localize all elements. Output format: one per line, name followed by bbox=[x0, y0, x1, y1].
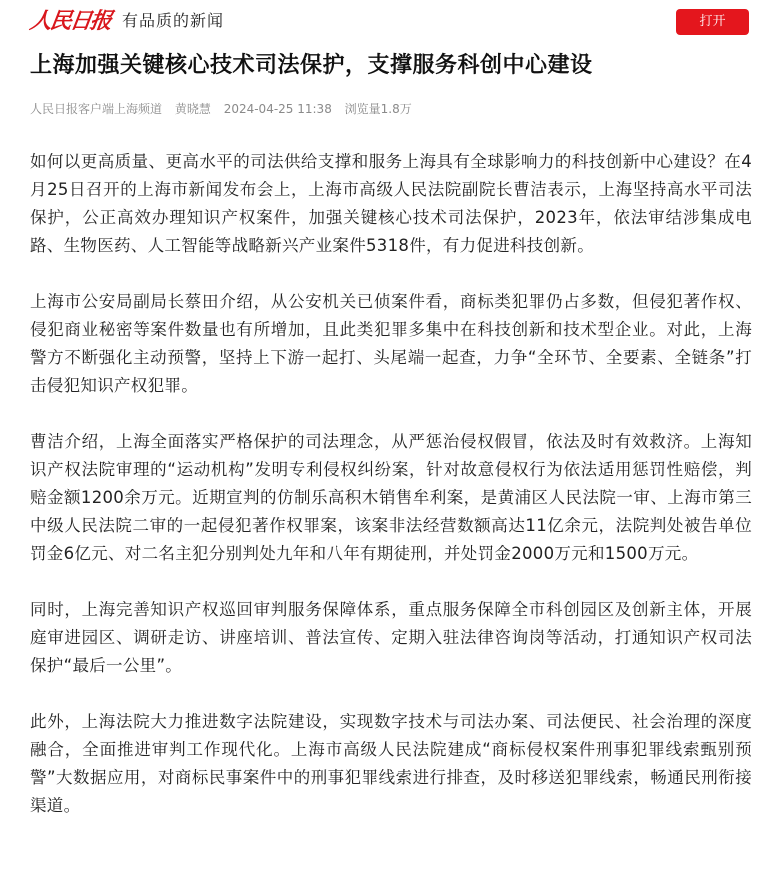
article-views: 浏览量1.8万 bbox=[344, 102, 412, 116]
logo-slogan: 有品质的新闻 bbox=[122, 11, 225, 30]
site-logo[interactable] bbox=[30, 8, 224, 34]
article-paragraph: 上海市公安局副局长蔡田介绍，从公安机关已侦案件看，商标类犯罪仍占多数，但侵犯著作权、侵犯商业秘密等案件数量也有所增加，且此类犯罪多集中在科技创新和技术型企业。对此，上海警方不断强化主动预警，坚持上下游一起打、头尾端一起查，力争“全环节、全要素、全链条”打击侵犯知识产权犯罪。 bbox=[30, 292, 752, 395]
article-title: 上海加强关键核心技术司法保护，支撑服务科创中心建设 bbox=[30, 53, 593, 78]
article-datetime: 2024-04-25 11:38 bbox=[223, 102, 332, 116]
article-meta bbox=[30, 100, 421, 118]
article-paragraph: 同时，上海完善知识产权巡回审判服务保障体系，重点服务保障全市科创园区及创新主体，开展庭审进园区、调研走访、讲座培训、普法宣传、定期入驻法律咨询岗等活动，打通知识产权司法保护“最后一公里”。 bbox=[30, 600, 752, 675]
article-paragraph: 如何以更高质量、更高水平的司法供给支撑和服务上海具有全球影响力的科技创新中心建设？在4月25日召开的上海市新闻发布会上，上海市高级人民法院副院长曹洁表示，上海坚持高水平司法保护，公正高效办理知识产权案件，加强关键核心技术司法保护，2023年，依法审结涉集成电路、生物医药、人工智能等战略新兴产业案件5318件，有力促进科技创新。 bbox=[30, 152, 752, 255]
open-app-button[interactable]: 打开 bbox=[676, 9, 749, 35]
logo-wordmark: 人民日报 bbox=[28, 8, 112, 34]
top-bar bbox=[0, 0, 780, 44]
article-source[interactable]: 人民日报客户端上海频道 bbox=[30, 102, 163, 116]
article-paragraph: 曹洁介绍，上海全面落实严格保护的司法理念，从严惩治侵权假冒，依法及时有效救济。上海知识产权法院审理的“运动机构”发明专利侵权纠纷案，针对故意侵权行为依法适用惩罚性赔偿，判赔金额1200余万元。近期宣判的仿制乐高积木销售牟利案，是黄浦区人民法院一审、上海市第三中级人民法院二审的一起侵犯著作权罪案，该案非法经营数额高达11亿余元，法院判处被告单位罚金6亿元、对二名主犯分别判处九年和八年有期徒刑，并处罚金2000万元和1500万元。 bbox=[30, 432, 752, 563]
article-paragraph: 此外，上海法院大力推进数字法院建设，实现数字技术与司法办案、司法便民、社会治理的深度融合，全面推进审判工作现代化。上海市高级人民法院建成“商标侵权案件刑事犯罪线索甄别预警”大数据应用，对商标民事案件中的刑事犯罪线索进行排查，及时移送犯罪线索，畅通民刑衔接渠道。 bbox=[30, 712, 752, 815]
article-author: 黄晓慧 bbox=[174, 102, 211, 116]
article-body bbox=[30, 148, 752, 848]
